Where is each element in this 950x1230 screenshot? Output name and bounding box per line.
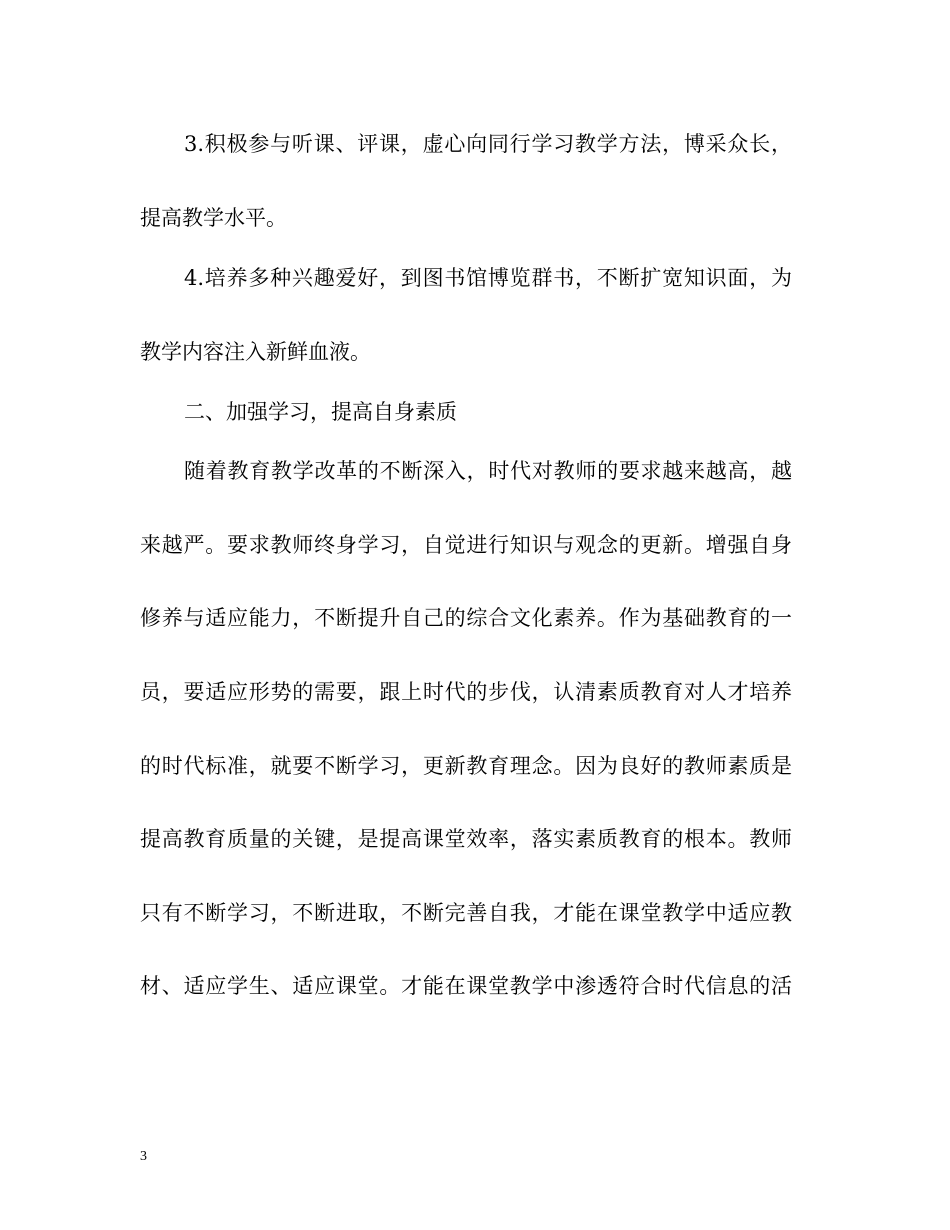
paragraph-line: 提高教学水平。 <box>140 206 287 230</box>
paragraph-line: 的时代标准，就要不断学习，更新教育理念。因为良好的教师素质是 <box>140 754 792 778</box>
paragraph-line: 材、适应学生、适应课堂。才能在课堂教学中渗透符合时代信息的活 <box>140 974 792 998</box>
paragraph-line: 随着教育教学改革的不断深入，时代对教师的要求越来越高，越 <box>184 459 792 483</box>
paragraph-line: 提高教育质量的关键，是提高课堂效率，落实素质教育的根本。教师 <box>140 827 792 851</box>
paragraph-line: 4.培养多种兴趣爱好，到图书馆博览群书，不断扩宽知识面，为 <box>184 266 792 290</box>
paragraph-line: 来越严。要求教师终身学习，自觉进行知识与观念的更新。增强自身 <box>140 533 792 557</box>
paragraph-line: 教学内容注入新鲜血液。 <box>140 340 371 364</box>
page-number: 3 <box>140 1149 147 1164</box>
section-heading: 二、加强学习，提高自身素质 <box>184 400 457 424</box>
paragraph-line: 3.积极参与听课、评课，虚心向同行学习教学方法，博采众长， <box>184 132 792 156</box>
paragraph-line: 修养与适应能力，不断提升自己的综合文化素养。作为基础教育的一 <box>140 606 792 630</box>
paragraph-line: 只有不断学习，不断进取，不断完善自我，才能在课堂教学中适应教 <box>140 901 792 925</box>
paragraph-line: 员，要适应形势的需要，跟上时代的步伐，认清素质教育对人才培养 <box>140 680 792 704</box>
